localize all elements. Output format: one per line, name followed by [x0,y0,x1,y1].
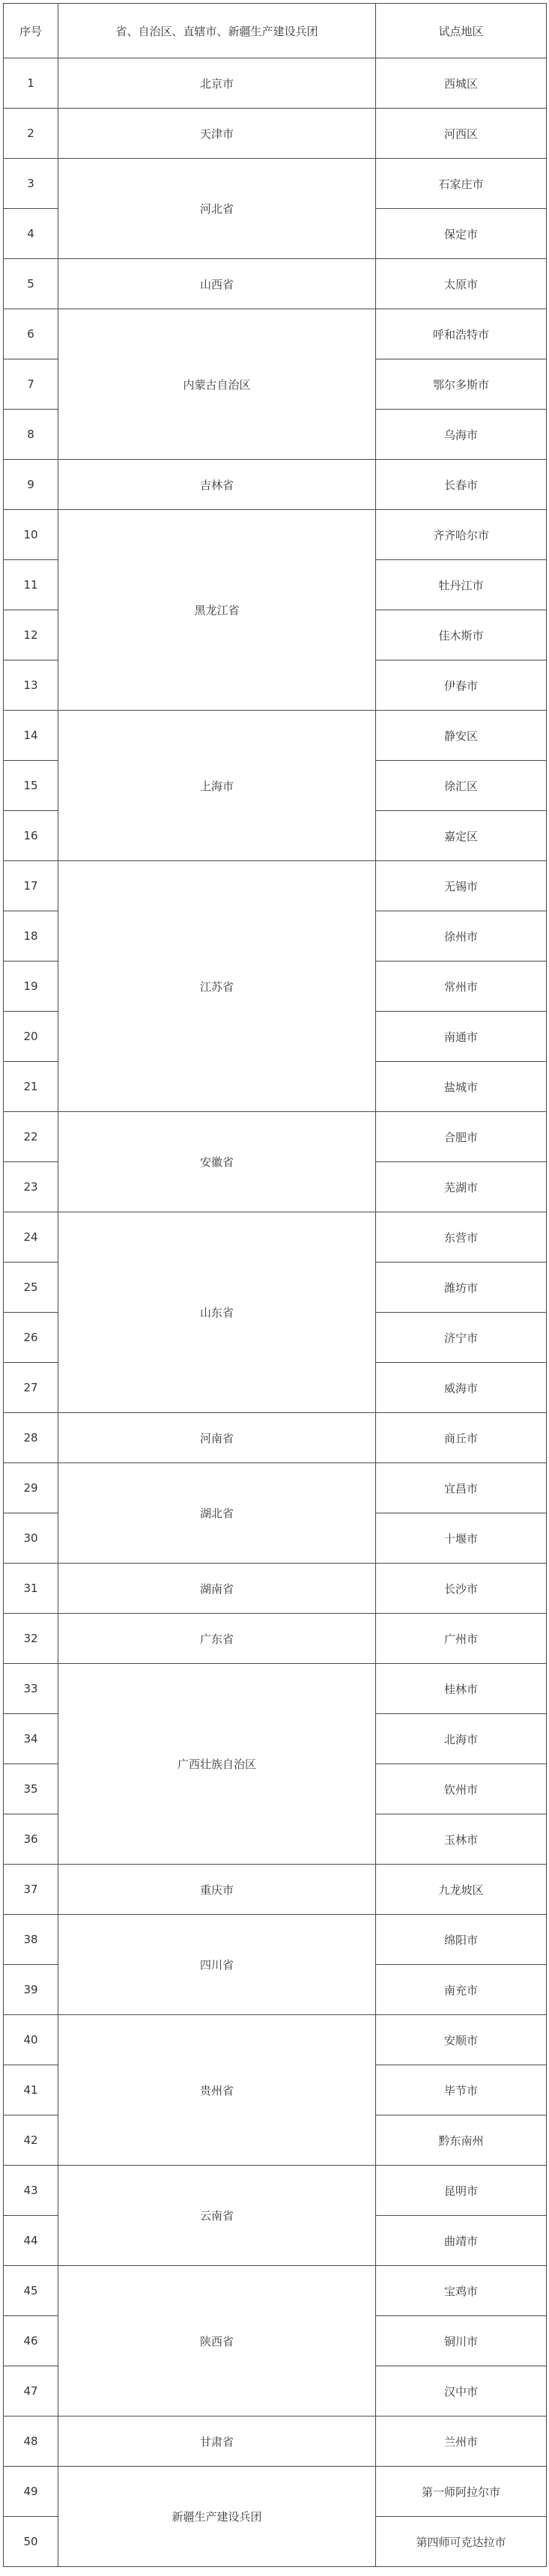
row-index: 50 [4,2517,58,2567]
province-cell: 天津市 [58,109,376,159]
pilot-area-cell: 安顺市 [376,2015,547,2065]
table-row [4,259,547,309]
table-row [4,1463,547,1513]
table-row [4,861,547,911]
pilot-area-cell: 济宁市 [376,1313,547,1363]
province-cell: 安徽省 [58,1112,376,1212]
pilot-area-cell: 绵阳市 [376,1915,547,1965]
row-index: 34 [4,1714,58,1764]
pilot-regions-table [3,3,547,2567]
pilot-area-cell: 北海市 [376,1714,547,1764]
row-index: 3 [4,159,58,209]
row-index: 21 [4,1062,58,1112]
pilot-area-cell: 铜川市 [376,2316,547,2366]
row-index: 13 [4,660,58,711]
province-cell: 广东省 [58,1614,376,1664]
table-row [4,460,547,510]
row-index: 25 [4,1263,58,1313]
pilot-area-cell: 静安区 [376,711,547,761]
table-row [4,1413,547,1463]
pilot-area-cell: 鄂尔多斯市 [376,359,547,410]
table-row [4,309,547,359]
row-index: 47 [4,2366,58,2416]
row-index: 1 [4,58,58,109]
row-index: 46 [4,2316,58,2366]
province-cell: 河北省 [58,159,376,259]
pilot-area-cell: 九龙坡区 [376,1865,547,1915]
row-index: 12 [4,610,58,660]
row-index: 42 [4,2115,58,2166]
table-row [4,1915,547,1965]
pilot-area-cell: 河西区 [376,109,547,159]
row-index: 23 [4,1162,58,1212]
pilot-area-cell: 汉中市 [376,2366,547,2416]
table-row [4,159,547,209]
pilot-area-cell: 西城区 [376,58,547,109]
province-cell: 新疆生产建设兵团 [58,2467,376,2567]
table-row [4,2467,547,2517]
row-index: 17 [4,861,58,911]
table-row [4,1212,547,1263]
province-cell: 湖南省 [58,1564,376,1614]
pilot-area-cell: 玉林市 [376,1814,547,1865]
table-row [4,1664,547,1714]
province-cell: 陕西省 [58,2266,376,2416]
table-row [4,1564,547,1614]
pilot-area-cell: 徐汇区 [376,761,547,811]
row-index: 49 [4,2467,58,2517]
row-index: 32 [4,1614,58,1664]
pilot-area-cell: 长春市 [376,460,547,510]
pilot-area-cell: 太原市 [376,259,547,309]
pilot-area-cell: 长沙市 [376,1564,547,1614]
row-index: 11 [4,560,58,610]
pilot-area-cell: 牡丹江市 [376,560,547,610]
pilot-area-cell: 第四师可克达拉市 [376,2517,547,2567]
province-cell: 黑龙江省 [58,510,376,711]
province-cell: 山东省 [58,1212,376,1413]
province-cell: 贵州省 [58,2015,376,2166]
pilot-area-cell: 南充市 [376,1965,547,2015]
pilot-area-cell: 黔东南州 [376,2115,547,2166]
pilot-area-cell: 曲靖市 [376,2216,547,2266]
pilot-area-cell: 昆明市 [376,2166,547,2216]
row-index: 14 [4,711,58,761]
pilot-area-cell: 第一师阿拉尔市 [376,2467,547,2517]
row-index: 5 [4,259,58,309]
table-row [4,2266,547,2316]
province-cell: 湖北省 [58,1463,376,1564]
row-index: 36 [4,1814,58,1865]
pilot-area-cell: 伊春市 [376,660,547,711]
province-cell: 广西壮族自治区 [58,1664,376,1865]
row-index: 28 [4,1413,58,1463]
pilot-area-cell: 芜湖市 [376,1162,547,1212]
row-index: 33 [4,1664,58,1714]
pilot-area-cell: 嘉定区 [376,811,547,861]
pilot-area-cell: 佳木斯市 [376,610,547,660]
row-index: 40 [4,2015,58,2065]
pilot-area-cell: 潍坊市 [376,1263,547,1313]
row-index: 45 [4,2266,58,2316]
row-index: 26 [4,1313,58,1363]
pilot-area-cell: 常州市 [376,962,547,1012]
row-index: 44 [4,2216,58,2266]
province-cell: 北京市 [58,58,376,109]
row-index: 38 [4,1915,58,1965]
row-index: 4 [4,209,58,259]
row-index: 27 [4,1363,58,1413]
province-cell: 河南省 [58,1413,376,1463]
row-index: 10 [4,510,58,560]
header-pilot-area: 试点地区 [376,4,547,58]
table-row [4,2015,547,2065]
row-index: 19 [4,962,58,1012]
pilot-area-cell: 呼和浩特市 [376,309,547,359]
pilot-area-cell: 钦州市 [376,1764,547,1814]
pilot-area-cell: 无锡市 [376,861,547,911]
pilot-area-cell: 宜昌市 [376,1463,547,1513]
province-cell: 江苏省 [58,861,376,1112]
pilot-area-cell: 毕节市 [376,2065,547,2115]
table-row [4,1865,547,1915]
row-index: 24 [4,1212,58,1263]
row-index: 6 [4,309,58,359]
row-index: 20 [4,1012,58,1062]
table-body [4,58,547,2567]
pilot-area-cell: 宝鸡市 [376,2266,547,2316]
pilot-area-cell: 盐城市 [376,1062,547,1112]
pilot-area-cell: 十堰市 [376,1513,547,1564]
province-cell: 重庆市 [58,1865,376,1915]
header-province: 省、自治区、直辖市、新疆生产建设兵团 [58,4,376,58]
table-row [4,2166,547,2216]
row-index: 48 [4,2416,58,2467]
row-index: 18 [4,911,58,962]
province-cell: 上海市 [58,711,376,861]
pilot-area-cell: 广州市 [376,1614,547,1664]
table-row [4,109,547,159]
row-index: 16 [4,811,58,861]
row-index: 8 [4,410,58,460]
pilot-area-cell: 威海市 [376,1363,547,1413]
province-cell: 云南省 [58,2166,376,2266]
pilot-area-cell: 兰州市 [376,2416,547,2467]
table-row [4,711,547,761]
pilot-area-cell: 石家庄市 [376,159,547,209]
table-row [4,2416,547,2467]
pilot-area-cell: 桂林市 [376,1664,547,1714]
row-index: 29 [4,1463,58,1513]
table-row [4,1112,547,1162]
pilot-area-cell: 商丘市 [376,1413,547,1463]
row-index: 37 [4,1865,58,1915]
pilot-area-cell: 合肥市 [376,1112,547,1162]
province-cell: 吉林省 [58,460,376,510]
row-index: 7 [4,359,58,410]
header-index: 序号 [4,4,58,58]
row-index: 39 [4,1965,58,2015]
row-index: 35 [4,1764,58,1814]
pilot-area-cell: 乌海市 [376,410,547,460]
row-index: 31 [4,1564,58,1614]
province-cell: 山西省 [58,259,376,309]
table-header-row [4,4,547,58]
row-index: 43 [4,2166,58,2216]
province-cell: 四川省 [58,1915,376,2015]
row-index: 2 [4,109,58,159]
row-index: 9 [4,460,58,510]
pilot-area-cell: 南通市 [376,1012,547,1062]
table-row [4,58,547,109]
row-index: 41 [4,2065,58,2115]
table-row [4,510,547,560]
row-index: 15 [4,761,58,811]
pilot-area-cell: 保定市 [376,209,547,259]
pilot-area-cell: 东营市 [376,1212,547,1263]
province-cell: 甘肃省 [58,2416,376,2467]
table-row [4,1614,547,1664]
pilot-area-cell: 徐州市 [376,911,547,962]
pilot-area-cell: 齐齐哈尔市 [376,510,547,560]
row-index: 30 [4,1513,58,1564]
row-index: 22 [4,1112,58,1162]
province-cell: 内蒙古自治区 [58,309,376,460]
